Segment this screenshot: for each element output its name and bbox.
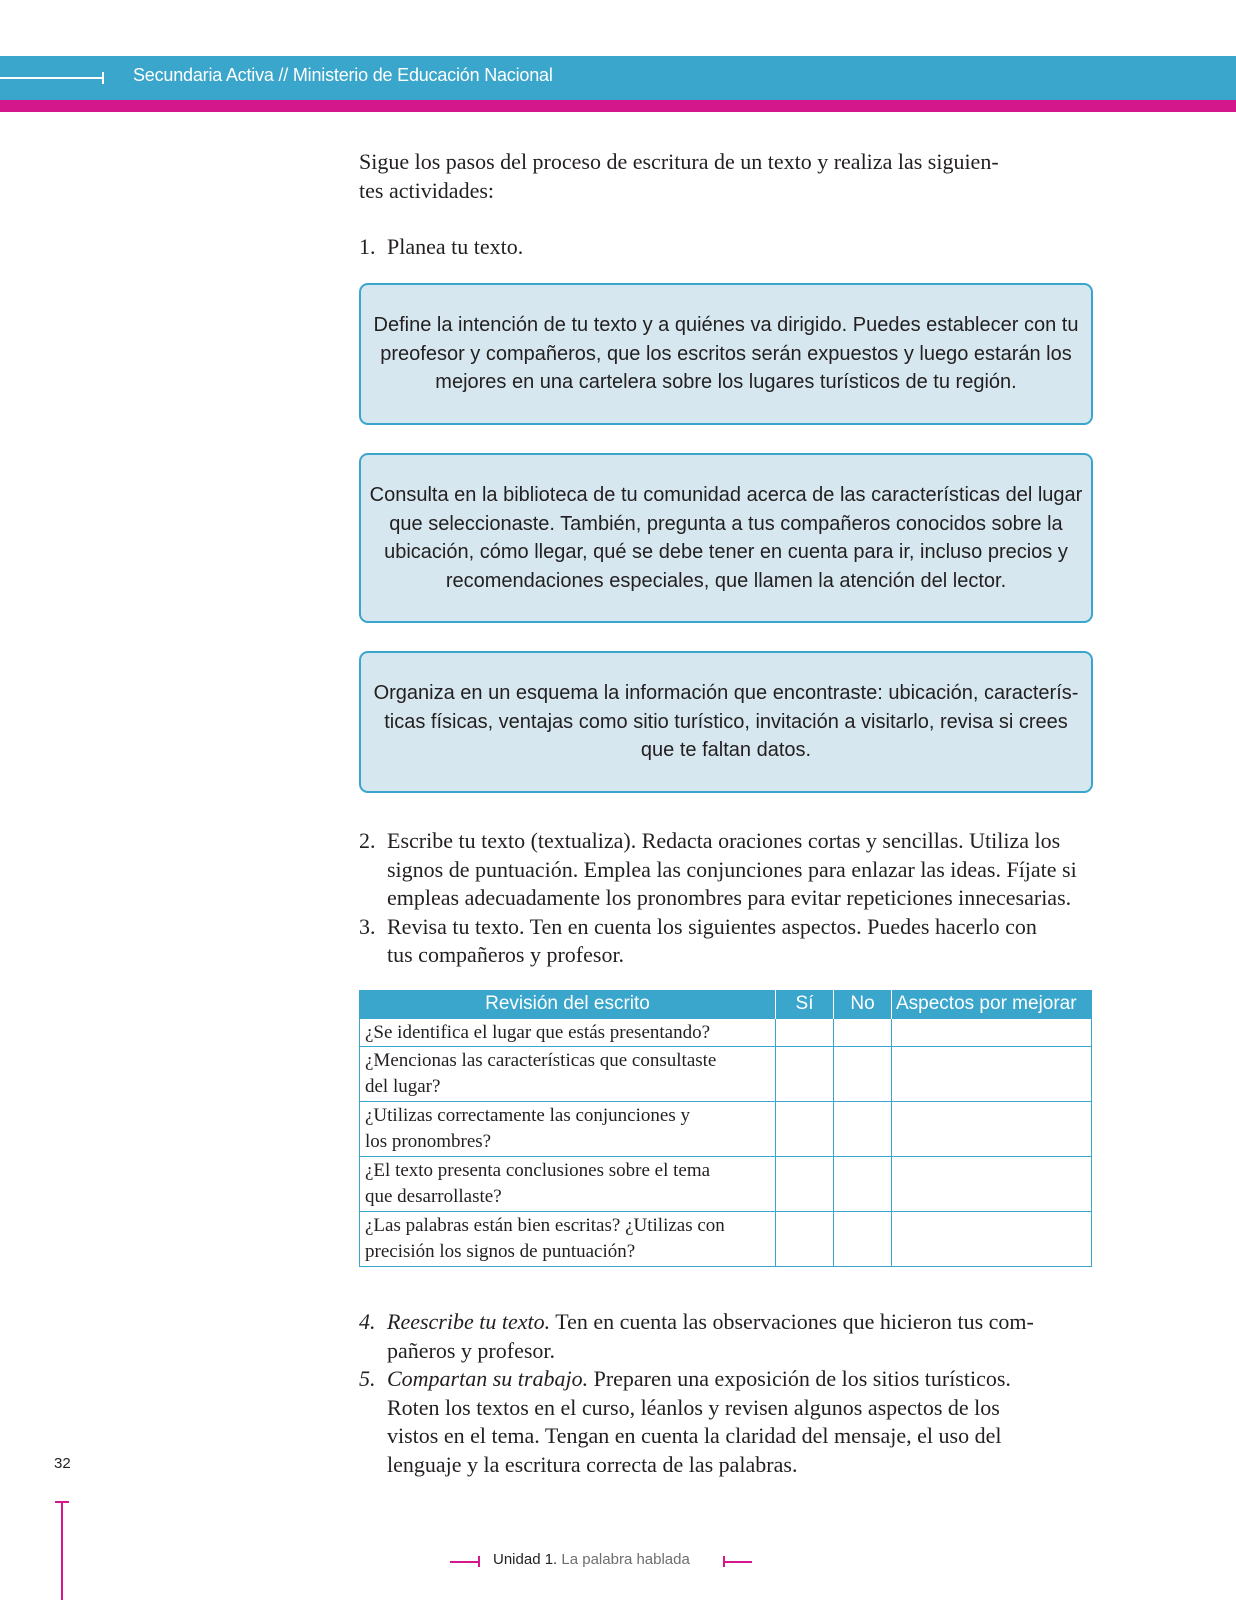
question-cell [360, 1212, 776, 1267]
step-line: pañeros y profesor. [387, 1337, 556, 1363]
question-cell [360, 1019, 776, 1047]
step-line: Escribe tu texto (textualiza). Redacta oraciones cortas y sencillas. Utiliza los [387, 828, 1061, 853]
yes-cell[interactable] [776, 1019, 834, 1047]
column-header-improvements: Aspectos por mejorar [892, 990, 1092, 1019]
footer [447, 1551, 754, 1571]
callout-line: Define la intención de tu texto y a quiénes va dirigido. Puedes establecer con tu [373, 314, 1079, 337]
callout-line: que te faltan datos. [640, 739, 812, 762]
callout-line: preofesor y compañeros, que los escritos serán expuestos y luego estarán los [380, 342, 1072, 365]
step-line: empleas adecuadamente los pronombres para evitar repeticiones innecesarias. [387, 885, 1072, 910]
table-row [360, 1047, 1092, 1102]
question-cell [360, 1102, 776, 1157]
question-line: ¿Las palabras están bien escritas? ¿Utilizas con [365, 1215, 725, 1236]
margin-line [61, 1502, 63, 1600]
step-number: 3. [359, 913, 376, 939]
callout-line: que seleccionaste. También, pregunta a tus compañeros conocidos sobre la [389, 512, 1063, 535]
no-cell[interactable] [834, 1212, 892, 1267]
step-line: tus compañeros y profesor. [387, 942, 625, 967]
callout-line: Consulta en la biblioteca de tu comunidad acerca de las características del lugar [369, 484, 1083, 506]
no-cell[interactable] [834, 1019, 892, 1047]
table-header-row [360, 990, 1092, 1019]
yes-cell[interactable] [776, 1212, 834, 1267]
step-text: Planea tu texto. [387, 234, 524, 259]
question-line: ¿El texto presenta conclusiones sobre el tema [365, 1160, 711, 1181]
improvements-cell[interactable] [892, 1157, 1092, 1212]
header-title: Secundaria Activa // Ministerio de Educación Nacional [133, 65, 553, 85]
header-accent-stripe [0, 100, 1236, 112]
callout-box-intention [359, 283, 1093, 425]
step-3 [359, 913, 1094, 970]
yes-cell[interactable] [776, 1102, 834, 1157]
step-line: vistos en el tema. Tengan en cuenta la claridad del mensaje, el uso del [387, 1423, 1002, 1448]
step-line: Revisa tu texto. Ten en cuenta los siguientes aspectos. Puedes hacerlo con [387, 913, 1037, 939]
step-number: 2. [359, 828, 376, 853]
footer-text [493, 1551, 690, 1568]
step-line: Preparen una exposición de los sitios turísticos. [588, 1366, 1011, 1391]
steps-4-5 [359, 1308, 1094, 1479]
step-1 [359, 233, 1094, 262]
improvements-cell[interactable] [892, 1047, 1092, 1102]
question-line: ¿Mencionas las características que consultaste [365, 1050, 717, 1071]
table-row [360, 1019, 1092, 1047]
yes-cell[interactable] [776, 1047, 834, 1102]
column-header-no: No [834, 990, 892, 1019]
step-emphasis: Compartan su trabajo. [387, 1366, 589, 1391]
callout-line: ubicación, cómo llegar, qué se debe tener en cuenta para ir, incluso precios y [384, 541, 1068, 563]
question-line: que desarrollaste? [365, 1186, 502, 1207]
table-row [360, 1102, 1092, 1157]
improvements-cell[interactable] [892, 1102, 1092, 1157]
column-header-review: Revisión del escrito [360, 990, 776, 1019]
callout-line: ticas físicas, ventajas como sitio turístico, invitación a visitarlo, revisa si crees [384, 710, 1068, 733]
steps-2-3 [359, 827, 1094, 970]
question-cell [360, 1047, 776, 1102]
callout-line: mejores en una cartelera sobre los lugares turísticos de tu región. [435, 371, 1017, 394]
intro-line: Sigue los pasos del proceso de escritura de un texto y realiza las siguien- [359, 149, 999, 174]
step-2 [359, 827, 1094, 913]
footer-subtitle: La palabra hablada [561, 1551, 690, 1568]
callout-line: Organiza en un esquema la información que encontraste: ubicación, caracterís- [373, 682, 1079, 705]
step-number: 5. [359, 1366, 376, 1391]
footer-left-rule [450, 1561, 479, 1563]
table-row [360, 1157, 1092, 1212]
intro-line: tes actividades: [359, 177, 495, 203]
step-4 [359, 1308, 1094, 1365]
callout-box-research [359, 453, 1093, 623]
footer-unit: Unidad 1. [493, 1551, 558, 1568]
improvements-cell[interactable] [892, 1019, 1092, 1047]
step-line: Roten los textos en el curso, léanlos y revisen algunos aspectos de los [387, 1394, 1000, 1420]
question-line: ¿Utilizas correctamente las conjunciones y [365, 1105, 690, 1126]
table-row [360, 1212, 1092, 1267]
header-rule [0, 77, 104, 79]
step-number: 4. [359, 1309, 376, 1334]
no-cell[interactable] [834, 1102, 892, 1157]
step-line: signos de puntuación. Emplea las conjunciones para enlazar las ideas. Fíjate si [387, 856, 1077, 882]
column-header-yes: Sí [776, 990, 834, 1019]
yes-cell[interactable] [776, 1157, 834, 1212]
footer-left-tick [478, 1556, 480, 1567]
intro-paragraph [359, 148, 1094, 205]
question-line: precisión los signos de puntuación? [365, 1241, 636, 1262]
question-cell [360, 1157, 776, 1212]
step-line: Ten en cuenta las observaciones que hicieron tus com- [550, 1309, 1034, 1334]
step-line: lenguaje y la escritura correcta de las palabras. [387, 1451, 798, 1477]
question-line: del lugar? [365, 1076, 441, 1097]
step-5 [359, 1365, 1094, 1479]
improvements-cell[interactable] [892, 1212, 1092, 1267]
page-number: 32 [54, 1455, 71, 1472]
callout-line: recomendaciones especiales, que llamen la atención del lector. [445, 569, 1007, 592]
footer-right-rule [723, 1561, 752, 1563]
step-emphasis: Reescribe tu texto. [387, 1309, 551, 1334]
step-number: 1. [359, 234, 376, 259]
header-rule-tick [102, 72, 104, 84]
callout-box-organize [359, 651, 1093, 793]
question-line: ¿Se identifica el lugar que estás presentando? [365, 1021, 711, 1043]
no-cell[interactable] [834, 1047, 892, 1102]
question-line: los pronombres? [365, 1131, 492, 1152]
review-table [359, 990, 1092, 1267]
no-cell[interactable] [834, 1157, 892, 1212]
